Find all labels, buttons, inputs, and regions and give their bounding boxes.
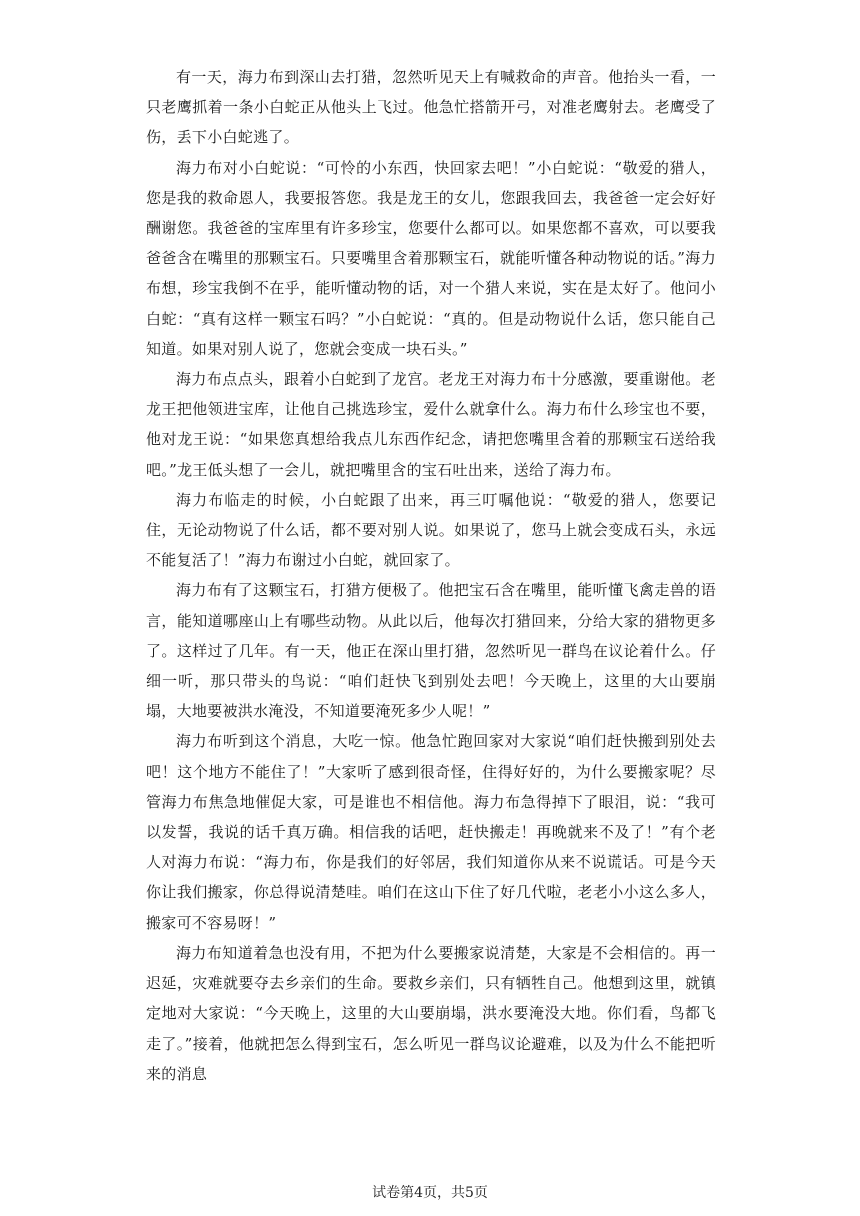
paragraph-3: 海力布点点头，跟着小白蛇到了龙宫。老龙王对海力布十分感激，要重谢他。老龙王把他领进宝库，让他自己挑选珍宝，爱什么就拿什么。海力布什么珍宝也不要，他对龙王说：“如果您真想给我点儿东西作纪念，请把您嘴里含着的那颗宝石送给我吧。”龙王低头想了一会儿，就把嘴里含的宝石吐出来，送给了海力布。	[146, 370, 716, 479]
document-body	[146, 62, 716, 1089]
paragraph-7: 海力布知道着急也没有用，不把为什么要搬家说清楚，大家是不会相信的。再一迟延，灾难就要夺去乡亲们的生命。要救乡亲们，只有牺牲自己。他想到这里，就镇定地对大家说：“今天晚上，这里的大山要崩塌，洪水要淹没大地。你们看，鸟都飞走了。”接着，他就把怎么得到宝石，怎么听见一群鸟议论避难，以及为什么不能把听来的消息	[146, 943, 716, 1083]
paragraph-6: 海力布听到这个消息，大吃一惊。他急忙跑回家对大家说“咱们赶快搬到别处去吧！这个地方不能住了！”大家听了感到很奇怪，住得好好的，为什么要搬家呢？尽管海力布焦急地催促大家，可是谁也不相信他。海力布急得掉下了眼泪，说：“我可以发誓，我说的话千真万确。相信我的话吧，赶快搬走！再晚就来不及了！”有个老人对海力布说：“海力布，你是我们的好邻居，我们知道你从来不说谎话。可是今天你让我们搬家，你总得说清楚哇。咱们在这山下住了好几代啦，老老小小这么多人，搬家可不容易呀！”	[146, 732, 716, 932]
page-footer: 试卷第4页，共5页	[372, 1185, 488, 1201]
paragraph-4: 海力布临走的时候，小白蛇跟了出来，再三叮嘱他说：“敬爱的猎人，您要记住，无论动物说了什么话，都不要对别人说。如果说了，您马上就会变成石头，永远不能复活了！”海力布谢过小白蛇，就回家了。	[146, 490, 716, 570]
paragraph-1: 有一天，海力布到深山去打猎，忽然听见天上有喊救命的声音。他抬头一看，一只老鹰抓着一条小白蛇正从他头上飞过。他急忙搭箭开弓，对准老鹰射去。老鹰受了伤，丢下小白蛇逃了。	[146, 68, 716, 147]
paragraph-5: 海力布有了这颗宝石，打猎方便极了。他把宝石含在嘴里，能听懂飞禽走兽的语言，能知道哪座山上有哪些动物。从此以后，他每次打猎回来，分给大家的猎物更多了。这样过了几年。有一天，他正在深山里打猎，忽然听见一群鸟在议论着什么。仔细一听，那只带头的鸟说：“咱们赶快飞到别处去吧！今天晚上，这里的大山要崩塌，大地要被洪水淹没，不知道要淹死多少人呢！”	[146, 581, 716, 721]
paragraph-2: 海力布对小白蛇说：“可怜的小东西，快回家去吧！”小白蛇说：“敬爱的猎人，您是我的救命恩人，我要报答您。我是龙王的女儿，您跟我回去，我爸爸一定会好好酬谢您。我爸爸的宝库里有许多珍宝，您要什么都可以。如果您都不喜欢，可以要我爸爸含在嘴里的那颗宝石。只要嘴里含着那颗宝石，就能听懂各种动物说的话。”海力布想，珍宝我倒不在乎，能听懂动物的话，对一个猎人来说，实在是太好了。他问小白蛇：“真有这样一颗宝石吗？”小白蛇说：“真的。但是动物说什么话，您只能自己知道。如果对别人说了，您就会变成一块石头。”	[146, 158, 716, 358]
